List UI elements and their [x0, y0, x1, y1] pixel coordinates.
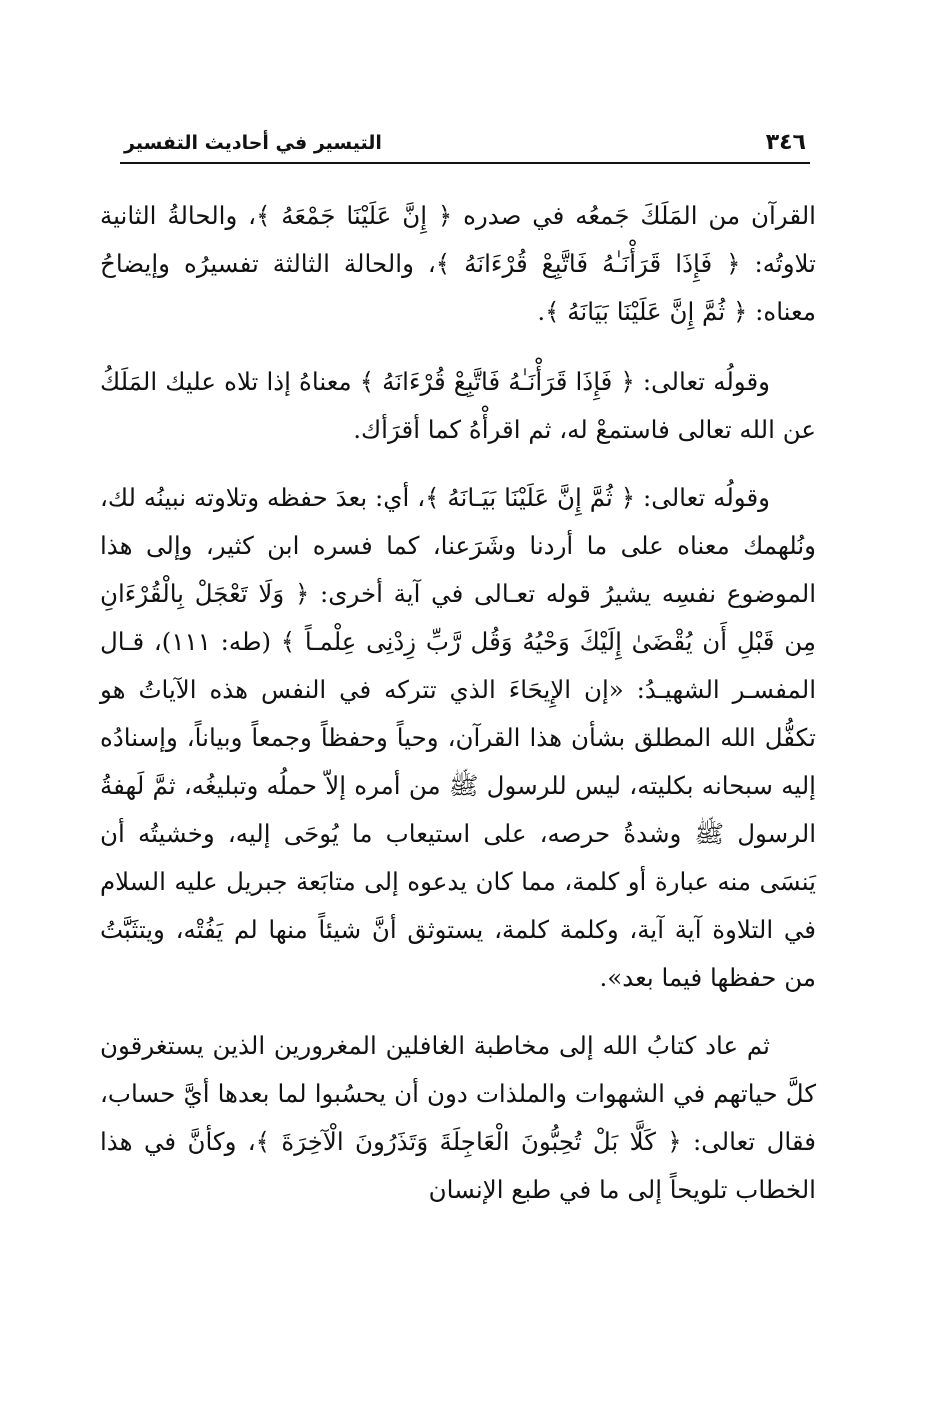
- paragraph-4: ثم عاد كتابُ الله إلى مخاطبة الغافلين المغرورين الذين يستغرقون كلَّ حياتهم في الشهوات والملذات دون أن يحسُبوا لما بعدها أيَّ حساب، فقال تعالى: ﴿ كَلَّا بَلْ تُحِبُّونَ الْعَاجِلَةَ وَتَذَرُونَ الْآخِرَةَ ﴾، وكأنَّ في هذا الخطاب تلويحاً إلى ما في طبع الإنسان: [100, 1031, 816, 1204]
- paragraph-1: القرآن من المَلَكَ جَمعُه في صدره ﴿ إِنَّ عَلَيْنَا جَمْعَهُ ﴾، والحالةُ الثانية تلاوتُه: ﴿ فَإِذَا قَرَأْنَـٰهُ فَاتَّبِعْ قُرْءَانَهُ ﴾، والحالة الثالثة تفسيرُه وإيضاحُ معناه: ﴿ ثُمَّ إِنَّ عَلَيْنَا بَيَانَهُ ﴾.: [100, 201, 816, 326]
- paragraph-3: وقولُه تعالى: ﴿ ثُمَّ إِنَّ عَلَيْنَا بَيَـانَهُ ﴾، أي: بعدَ حفظه وتلاوته نبينُه لك، ونُلهمك معناه على ما أردنا وشَرَعنا، كما فسره ابن كثير، وإلى هذا الموضوع نفسِه يشيرُ قوله تعـالى في آية أخرى: ﴿ وَلَا تَعْجَلْ بِالْقُرْءَانِ مِن قَبْلِ أَن يُقْضَىٰ إِلَيْكَ وَحْيُهُ وَقُل رَّبِّ زِدْنِى عِلْمـاً ﴾ (طه: ١١١)، قـال المفسـر الشهيـدُ: «إن الإِيحَاءَ الذي تتركه في النفس هذه الآياتُ هو تكفُّل الله المطلق بشأن هذا القرآن، وحياً وحفظاً وجمعاً وبياناً، وإسنادُه إليه سبحانه بكليته، ليس للرسول ﷺ من أمره إلاّ حملُه وتبليغُه، ثمَّ لَهفةُ الرسول ﷺ وشدةُ حرصه، على استيعاب ما يُوحَى إليه، وخشيتُه أن يَنسَى منه عبارة أو كلمة، مما كان يدعوه إلى متابَعة جبريل عليه السلام في التلاوة آية آية، وكلمة كلمة، يستوثق أنَّ شيئاً منها لم يَفُتْه، ويتثَبَّتُ من حفظها فيما بعد».: [100, 483, 816, 992]
- page-number: ٣٤٦: [765, 130, 806, 155]
- paragraph-2: وقولُه تعالى: ﴿ فَإِذَا قَرَأْنَـٰهُ فَاتَّبِعْ قُرْءَانَهُ ﴾ معناهُ إذا تلاه عليك المَلَكُ عن الله تعالى فاستمعْ له، ثم اقرأْهُ كما أقرَأك.: [100, 367, 816, 444]
- book-title: التيسير في أحاديث التفسير: [124, 132, 382, 154]
- body-text: [100, 192, 816, 1234]
- running-header: [120, 128, 810, 164]
